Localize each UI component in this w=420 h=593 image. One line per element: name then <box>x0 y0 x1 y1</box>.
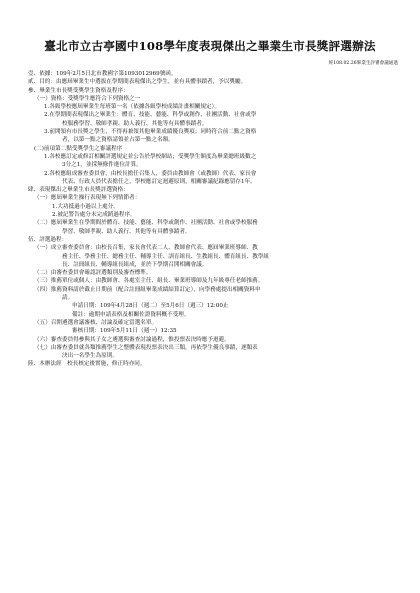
document-line: （七）由審查委員就各類推薦學生之整體表現投票表決出三類，再依學生優良事蹟，逐類表 <box>34 344 258 351</box>
document-line: 決出一名學生為原則。 <box>62 353 118 360</box>
document-line: 代表、行政人員代表擔任之，學校應訂定迴避原則，相關審議紀錄應留存1年。 <box>62 178 256 185</box>
document-line: （一）應屆畢業生操行表現無下列情節者： <box>34 195 141 202</box>
document-line: 者，以第一點之資格請領並占第一點之名額。 <box>62 137 174 144</box>
document-line: 長、註冊組長、輔導組長組成，並於下學期召開相關會議。 <box>62 261 208 268</box>
document-line: 陸、本辦法經 校長核定後實施，修正時亦同。 <box>28 361 146 368</box>
document-line: 3分之1，並採無條件進位計算。 <box>62 162 142 169</box>
document-line: 肆、表現傑出之畢業生市長獎評選資格： <box>28 187 129 194</box>
document-line: 貳、目的：由應屆畢業生中選拔在學期間表現傑出之學生，並有具體事蹟者，予以獎勵。 <box>28 79 247 86</box>
document-line: 1.各校應訂定或修訂相關評選規定並公告於學校網站；受獎學生額度為畢業總班級數之 <box>44 153 257 160</box>
revision-note: 經108.02.26畢業生評審會議通過 <box>328 61 398 66</box>
document-line: 備註：逾期申請表格及相關佐證資料概不受理。 <box>72 311 190 318</box>
document-line: 請。 <box>62 295 74 302</box>
document-body <box>28 70 398 369</box>
document-line: 審核日期：109年5月11日（週一）12:35 <box>72 328 177 335</box>
document-line: 3.前開領有市長獎之學生，不得再兼領其他畢業成績優良獎項；同時符合前二點之資格 <box>44 129 257 136</box>
document-line: 壹、依據：109年2月5日北市教國字第1093012969號函。 <box>28 71 177 77</box>
document-line: 參、畢業生市長獎受獎學生資格及程序： <box>28 87 129 94</box>
document-line: （一）成立審查委員會：由校長召集，家長會代表二人、教師會代表、應屆畢業班導師、教 <box>34 245 258 252</box>
document-line: （四）推薦資料請於截止日期前（配合註冊組畢業成績結算訂定），向學務處提出相關資料申 <box>34 286 261 293</box>
document-line: 學習、敬師孝親、助人義行、其他等有具體事蹟者。 <box>62 228 191 235</box>
document-line: 申請日期：109年4月28日（週二）至5月6日（週三）12:00止 <box>72 303 229 310</box>
document-line: （六）審查委員得參與其子女之遴選與審查討論過程，惟投票表決時應予迴避。 <box>34 336 230 343</box>
document-line: 1.大功抵過小過以上處分。 <box>52 203 119 210</box>
document-line: （二）由審查委員會確認評選類別及審查標準。 <box>34 270 152 277</box>
document-line: （五）召開遴選會議審核、討論及確定當選名單。 <box>34 319 158 326</box>
document-line: 伍、評選過程： <box>28 236 68 243</box>
document-line: (二)前項第二點受獎學生之審議程序 <box>34 145 123 152</box>
document-title: 臺北市立古亭國中108學年度表現傑出之畢業生市長獎評選辦法 <box>44 39 376 53</box>
document-line: 2.各校應組成審查委員會，由校長擔任召集人，委員由教師會（或教師）代表、家長會 <box>44 170 257 177</box>
document-line: 2.被記警告處分未完成銷過程序。 <box>52 212 136 219</box>
document-line: （二）應屆畢業生在學期間於體育、技能、藝能、科學或創作、社團活動、社會或學校服務 <box>34 220 258 227</box>
document-line: 務主任、學務主任、總務主任、輔導主任、訓育組長、生教組長、體育組長、教學組 <box>62 253 269 260</box>
document-line: 校服務學習、敬師孝親、助人義行、其他等有具體事蹟者。 <box>62 120 208 127</box>
document-line: 2.在學期間表現傑出之畢業生：體育、技能、藝能、科學或創作、社團活動、社會或學 <box>44 112 257 119</box>
document-line: 1.各級學校應屆畢業生每班第一名（依據各級學校成績計畫相關規定）。 <box>44 104 220 111</box>
document-line: （一）資格：受獎學生應符合下列資格之一 <box>34 95 141 102</box>
document-line: （三）推薦單位或個人：由教師會、各處室主任、組長、畢業班導師及九年級專任老師推薦。 <box>34 278 264 285</box>
